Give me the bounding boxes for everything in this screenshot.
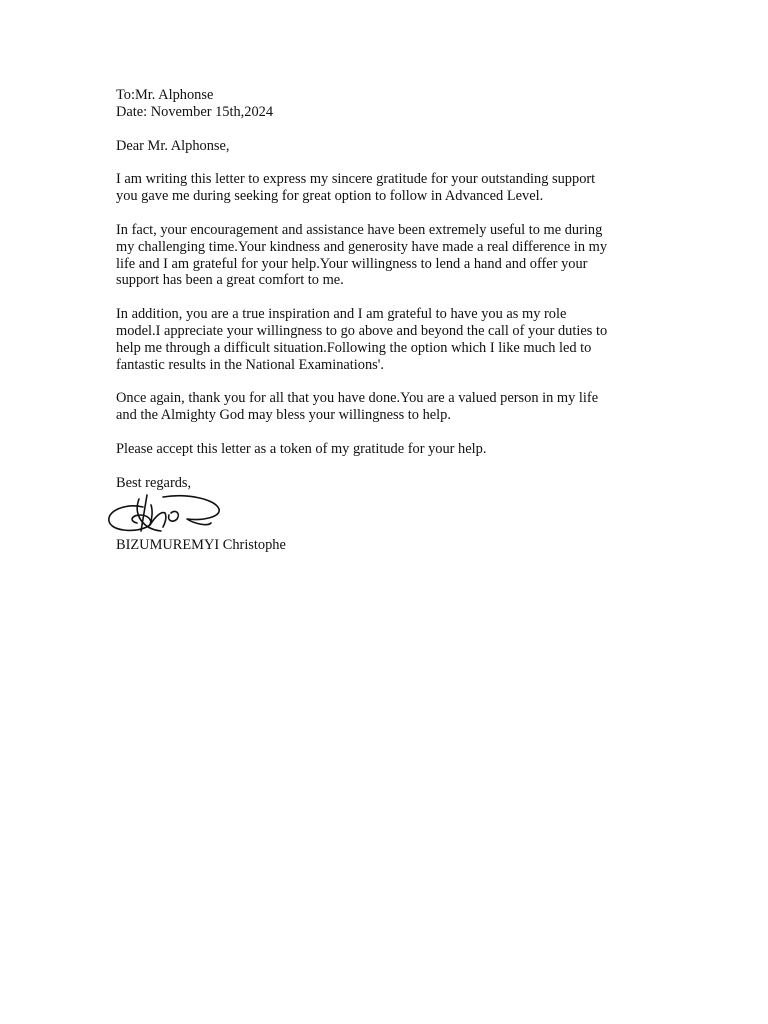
paragraph-line: you gave me during seeking for great option to follow in Advanced Level. [116, 188, 544, 205]
paragraph-line: In addition, you are a true inspiration and I am grateful to have you as my role [116, 306, 567, 323]
paragraph-line: help me through a difficult situation.Following the option which I like much led to [116, 339, 592, 356]
paragraph-2 [116, 222, 656, 289]
paragraph-line: Please accept this letter as a token of my gratitude for your help. [116, 440, 487, 457]
letter-body [116, 87, 656, 553]
paragraph-line: and the Almighty God may bless your willingness to help. [116, 407, 451, 424]
paragraph-line: Once again, thank you for all that you have done.You are a valued person in my life [116, 390, 599, 407]
paragraph-line: life and I am grateful for your help.Your willingness to lend a hand and offer your [116, 255, 588, 272]
handwritten-signature [103, 491, 223, 537]
paragraph-4 [116, 390, 656, 424]
date-line: Date: November 15th,2024 [116, 103, 274, 120]
paragraph-3 [116, 306, 656, 373]
paragraph-line: support has been a great comfort to me. [116, 272, 344, 289]
recipient-line: To:Mr. Alphonse [116, 87, 214, 103]
paragraph-line: model.I appreciate your willingness to go above and beyond the call of your duties to [116, 322, 608, 339]
paragraph-line: fantastic results in the National Examinations'. [116, 356, 384, 373]
closing: Best regards, [116, 474, 192, 491]
salutation: Dear Mr. Alphonse, [116, 137, 230, 154]
paragraph-line: In fact, your encouragement and assistance have been extremely useful to me during [116, 221, 603, 238]
paragraph-line: I am writing this letter to express my sincere gratitude for your outstanding support [116, 171, 596, 188]
paragraph-line: my challenging time.Your kindness and generosity have made a real difference in my [116, 238, 608, 255]
paragraph-1 [116, 171, 656, 205]
signer-name: BIZUMUREMYI Christophe [116, 536, 286, 553]
letter-header [116, 87, 656, 121]
paragraph-5 [116, 441, 656, 458]
